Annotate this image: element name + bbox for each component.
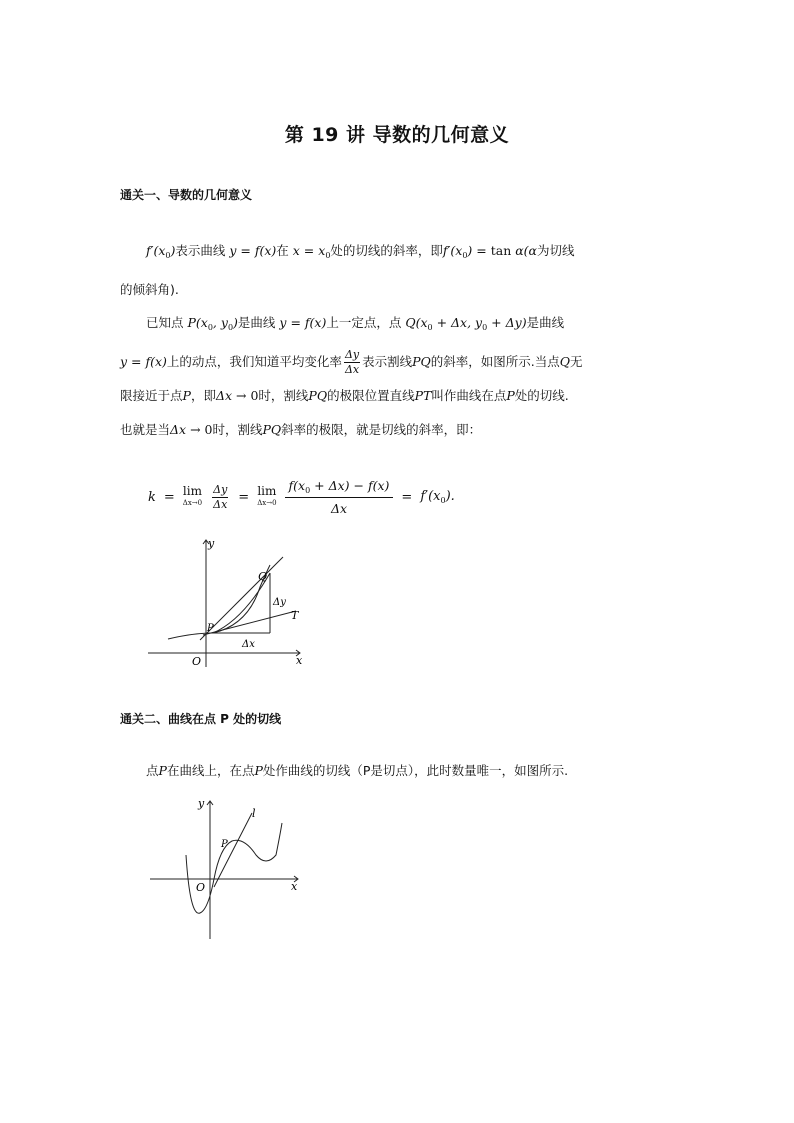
fig2-origin-label: O xyxy=(196,881,206,894)
fig2-y-label: y xyxy=(198,797,205,810)
fig1-dx-label: Δx xyxy=(242,639,255,650)
fig2-x-label: x xyxy=(291,880,298,893)
derivative-limit-formula: k = lim Δx→0 $\frac{\Delta y}{\Delta x}$ = lim Δx→0 $\frac{f(x_0 + \Delta x) - f(x)}{\Delta x}$ = $f'(x_0)$. xyxy=(148,478,455,516)
fig1-origin-label: O xyxy=(192,655,202,668)
average-rate-fraction: $\frac{\Delta y}{\Delta x}$ xyxy=(344,348,360,376)
tangent-at-p-figure xyxy=(148,795,308,943)
fig1-p-label: P xyxy=(207,623,214,634)
fig1-dy-label: Δy xyxy=(273,597,286,608)
paragraph-tangent-at-point: 点P在曲线上，在点P处作曲线的切线（P是切点），此时数量唯一，如图所示. xyxy=(146,763,569,778)
fig1-y-label: y xyxy=(208,537,215,550)
fig1-q-label: Q xyxy=(258,570,268,583)
paragraph-secant-limit: 已知点 $P(x_0$, $y_0$)是曲线 y = f(x)上一定点，点 $Q(x_0 + \Delta x$, $y_0 + \Delta y$)是曲线 y = f(x)上的动点，我们知道平均变化率 $\frac{\Delta y}{\Delta x}$ 表示割线PQ的斜率，如图所示.当点Q无 限接近于点P，即Δx → 0时，割线PQ的极限位置直线PT叫作曲线在点P处的切线. 也就是当Δx → 0时，割线PQ斜率的极限，就是切线的斜率，即： xyxy=(120,315,583,437)
secant-tangent-figure xyxy=(148,535,308,670)
section-2-heading: 通关二、曲线在点 P 处的切线 xyxy=(120,712,282,726)
paragraph-derivative-definition: $f'(x_0)$表示曲线 y = f(x)在 $x = x_0$处的切线的斜率，即$f'(x_0) = \tan \alpha(\alpha$为切线 的倾斜角). xyxy=(120,243,575,297)
fig1-x-label: x xyxy=(296,654,303,667)
section-1-heading: 通关一、导数的几何意义 xyxy=(120,188,253,202)
fig1-t-label: T xyxy=(291,609,299,622)
fig2-p-label: P xyxy=(221,839,228,850)
page-title: 第 19 讲 导数的几何意义 xyxy=(284,124,510,146)
fig2-l-label: l xyxy=(252,807,256,820)
